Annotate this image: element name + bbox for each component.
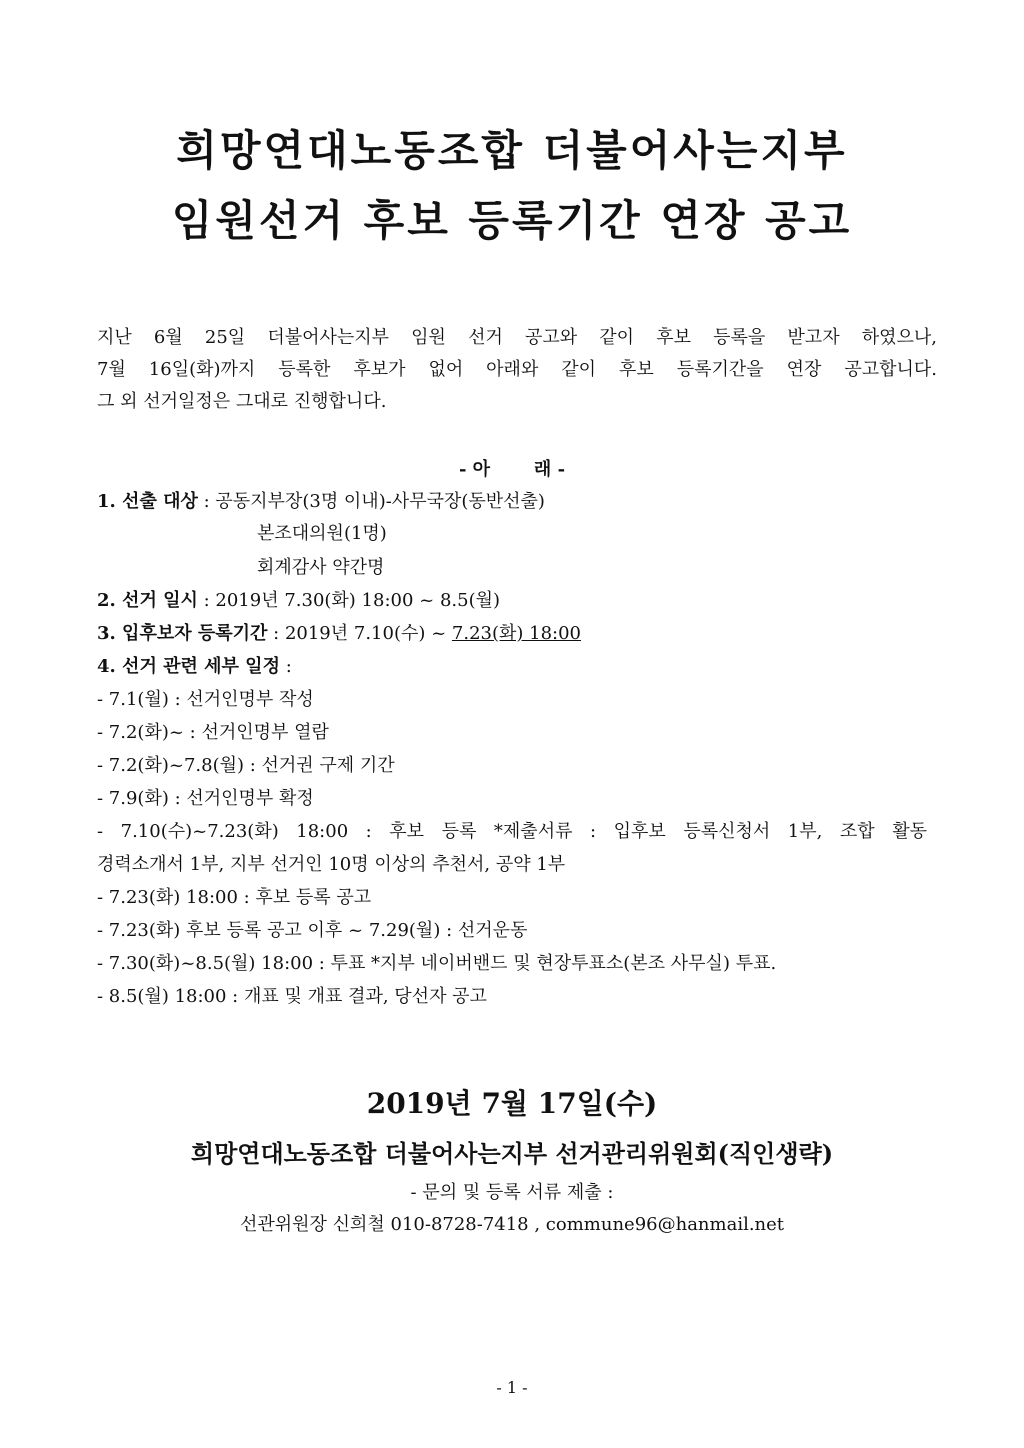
item-2-label: 2. 선거 일시 <box>97 590 198 611</box>
organization-name: 희망연대노동조합 더불어사는지부 선거관리위원회(직인생략) <box>190 1139 834 1168</box>
schedule-line: - 7.9(화) : 선거인명부 확정 <box>97 788 314 809</box>
item-3-label: 3. 입후보자 등록기간 <box>97 623 268 644</box>
item-4-text: : <box>279 656 292 677</box>
schedule-line: 경력소개서 1부, 지부 선거인 10명 이상의 추천서, 공약 1부 <box>97 854 566 875</box>
item-2-text: : 2019년 7.30(화) 18:00 ~ 8.5(월) <box>197 590 501 611</box>
schedule-line: - 7.1(월) : 선거인명부 작성 <box>97 689 314 710</box>
contact-heading: - 문의 및 등록 서류 제출 : <box>410 1182 614 1203</box>
notice-date: 2019년 7월 17일(수) <box>366 1087 658 1120</box>
intro-line: 그 외 선거일정은 그대로 진행합니다. <box>97 391 387 412</box>
item-3-text: : 2019년 7.10(수) ~ <box>267 623 452 644</box>
intro-line: 지난 6월 25일 더불어사는지부 임원 선거 공고와 같이 후보 등록을 받고자 하였으나, <box>97 327 937 348</box>
schedule-line: - 7.23(화) 18:00 : 후보 등록 공고 <box>97 887 372 908</box>
item-2 <box>97 588 500 614</box>
intro-line: 7월 16일(화)까지 등록한 후보가 없어 아래와 같이 후보 등록기간을 연장 공고합니다. <box>97 359 937 380</box>
item-1-sub: 본조대의원(1명) <box>257 523 387 544</box>
schedule-line: - 7.2(화)~7.8(월) : 선거권 구제 기간 <box>97 755 395 776</box>
schedule-line: - 7.10(수)~7.23(화) 18:00 : 후보 등록 *제출서류 : 입후보 등록신청서 1부, 조합 활동 <box>97 821 927 842</box>
page-number: - 1 - <box>496 1378 528 1397</box>
item-1-text: : 공동지부장(3명 이내)-사무국장(동반선출) <box>197 491 545 512</box>
item-4-label: 4. 선거 관련 세부 일정 <box>97 656 280 677</box>
intro-paragraph <box>97 322 937 418</box>
title-line-2: 임원선거 후보 등록기간 연장 공고 <box>171 196 853 245</box>
notice-heading: - 아 래 - <box>458 459 566 480</box>
contact-info: 선관위원장 신희철 010-8728-7418 , commune96@hanmail.net <box>239 1214 785 1235</box>
item-1-sub: 회계감사 약간명 <box>257 557 385 578</box>
schedule-line: - 7.30(화)~8.5(월) 18:00 : 투표 *지부 네이버밴드 및 현장투표소(본조 사무실) 투표. <box>97 953 777 974</box>
schedule-line: - 7.2(화)~ : 선거인명부 열람 <box>97 722 329 743</box>
item-4 <box>97 654 292 680</box>
title-line-1: 희망연대노동조합 더불어사는지부 <box>176 126 848 175</box>
item-3-deadline: 7.23(화) 18:00 <box>451 623 582 644</box>
item-1 <box>97 489 545 515</box>
schedule-line: - 8.5(월) 18:00 : 개표 및 개표 결과, 당선자 공고 <box>97 986 487 1007</box>
schedule-line: - 7.23(화) 후보 등록 공고 이후 ~ 7.29(월) : 선거운동 <box>97 920 528 941</box>
item-3 <box>97 621 581 647</box>
item-1-label: 1. 선출 대상 <box>97 491 198 512</box>
